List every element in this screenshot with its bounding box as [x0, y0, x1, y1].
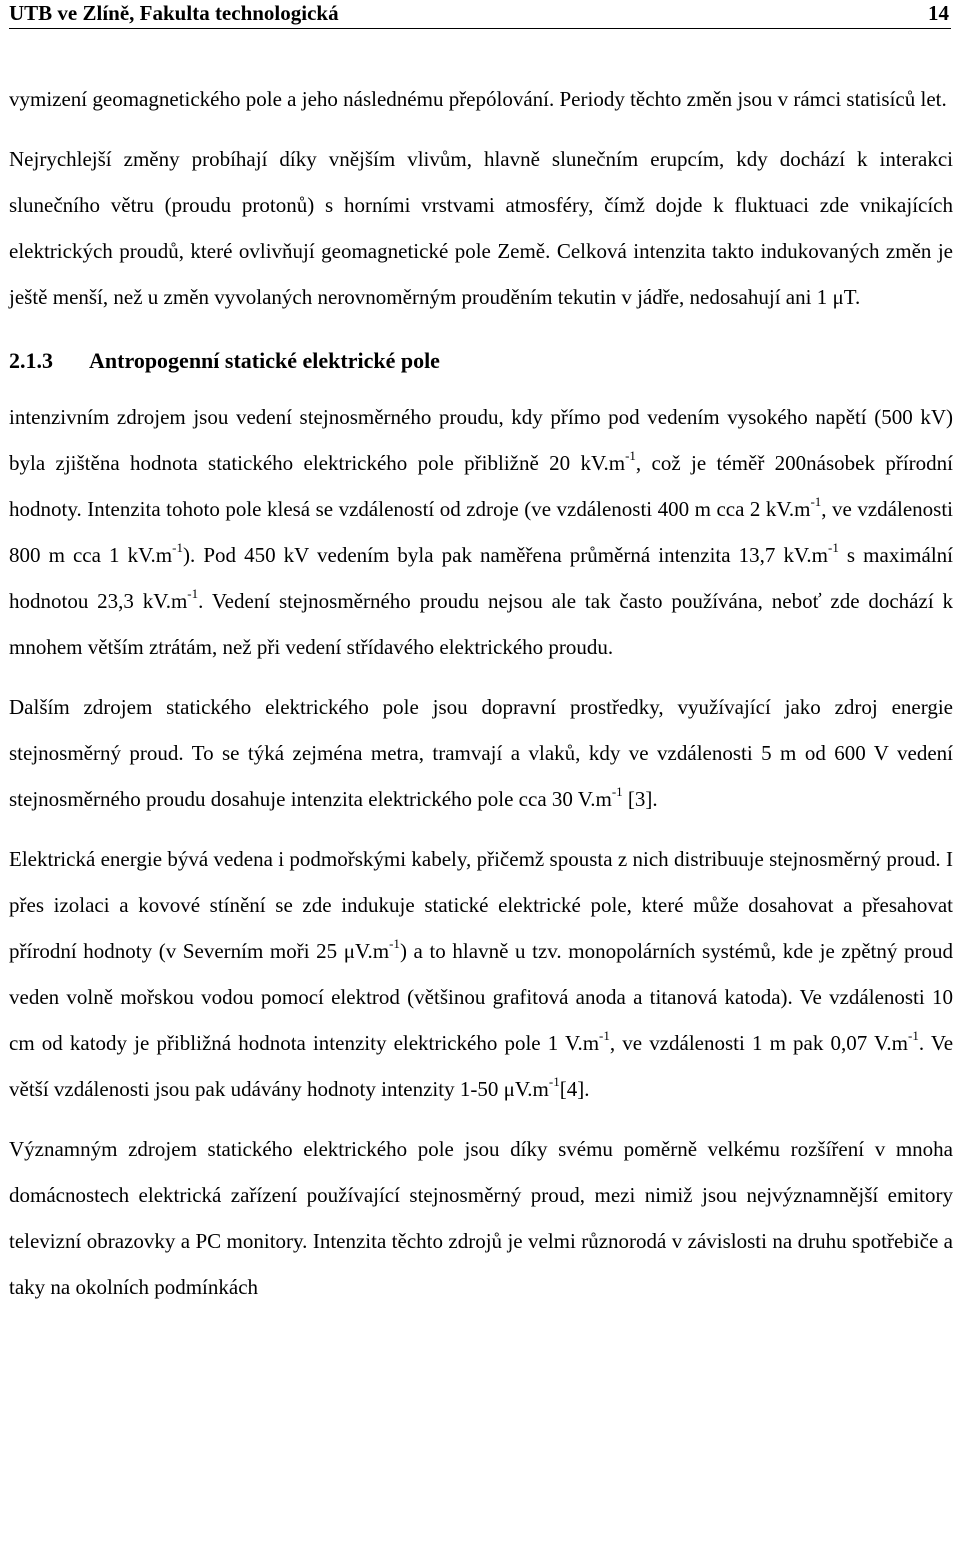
superscript: -1	[908, 1028, 919, 1043]
superscript: -1	[548, 1074, 560, 1089]
section-title: Antropogenní statické elektrické pole	[89, 348, 440, 373]
superscript: -1	[599, 1028, 610, 1043]
section-heading	[9, 338, 953, 384]
text-run: , ve vzdálenosti 800 m cca 1 kV.m	[9, 497, 953, 567]
header-title: UTB ve Zlíně, Fakulta technologická	[9, 1, 339, 25]
text-run: , což je téměř 200násobek přírodní hodnoty. Intenzita tohoto pole klesá se vzdáleností od zdroje (ve vzdálenosti 400 m cca 2 kV.m	[9, 451, 954, 521]
text-run: ). Pod 450 kV vedením byla pak naměřena průměrná intenzita 13,7 kV.m	[183, 543, 829, 567]
text-run: , ve vzdálenosti 1 m pak 0,07 V.m	[609, 1031, 909, 1055]
text-run: Dalším zdrojem statického elektrického pole jsou dopravní prostředky, využívající jako zdroj energie stejnosměrný proud. To se týká zejména metra, tramvají a vlaků, kdy ve vzdálenosti 5 m od 600 V vedení stejnosměrného proudu dosahuje intenzita elektrického pole cca 30 V.m	[9, 695, 953, 811]
superscript: -1	[611, 784, 623, 799]
paragraph-solar-variations: Nejrychlejší změny probíhají díky vnějším vlivům, hlavně slunečním erupcím, kdy dochází k interakci slunečního větru (proudu protonů) s horními vrstvami atmosféry, čímž dojde k fluktuaci zde vnikajících elektrických proudů, které ovlivňují geomagnetické pole Země. Celková intenzita takto indukovaných změn je ještě menší, než u změn vyvolaných nerovnoměrným prouděním tekutin v jádře, nedosahují ani 1 μT.	[9, 147, 953, 309]
superscript: -1	[810, 494, 822, 509]
superscript: -1	[187, 586, 199, 601]
text-run: . Vedení stejnosměrného proudu nejsou ale tak často používána, neboť zde dochází k mnohem větším ztrátám, než při vedení střídavého elektrického proudu.	[9, 589, 953, 659]
text-run: [3].	[622, 787, 658, 811]
paragraph-geomagnetic-reversal: vymizení geomagnetického pole a jeho následnému přepólování. Periody těchto změn jsou v rámci statisíců let.	[9, 87, 947, 111]
section-number: 2.1.3	[9, 348, 53, 373]
text-run: [4].	[559, 1077, 590, 1101]
text-run: Elektrická energie bývá vedena i podmořskými kabely, přičemž spousta z nich distribuuje stejnosměrný proud. I přes izolaci a kovové stínění se zde indukuje statické elektrické pole, které může dosahovat a přesahovat přírodní hodnoty (v Severním moři 25 μV.m	[9, 847, 953, 963]
paragraph-transport	[9, 684, 953, 822]
text-run: intenzivním zdrojem jsou vedení stejnosměrného proudu, kdy přímo pod vedením vysokého napětí (500 kV) byla zjištěna hodnota statického elektrického pole přibližně 20 kV.m	[9, 405, 953, 475]
page-header	[9, 0, 951, 29]
superscript: -1	[828, 540, 839, 555]
paragraph-dc-lines	[9, 394, 953, 670]
superscript: -1	[389, 936, 400, 951]
text-run: . Ve větší vzdálenosti jsou pak udávány hodnoty intenzity 1-50 μV.m	[9, 1031, 954, 1101]
text-run: s maximální hodnotou 23,3 kV.m	[9, 543, 953, 613]
superscript: -1	[625, 448, 636, 463]
text-run: ) a to hlavně u tzv. monopolárních systémů, kde je zpětný proud veden volně mořskou vodou pomocí elektrod (většinou grafitová anoda a titanová katoda). Ve vzdálenosti 10 cm od katody je přibližná hodnota intenzity elektrického pole 1 V.m	[9, 939, 953, 1055]
paragraph-household-devices: Významným zdrojem statického elektrického pole jsou díky svému poměrně velkému rozšíření v mnoha domácnostech elektrická zařízení používající stejnosměrný proud, mezi nimiž jsou nejvýznamnější emitory televizní obrazovky a PC monitory. Intenzita těchto zdrojů je velmi různorodá v závislosti na druhu spotřebiče a taky na okolních podmínkách	[9, 1137, 953, 1299]
superscript: -1	[172, 540, 183, 555]
page-number: 14	[928, 1, 949, 25]
page-content	[9, 76, 953, 1310]
paragraph-submarine-cables	[9, 836, 953, 1112]
